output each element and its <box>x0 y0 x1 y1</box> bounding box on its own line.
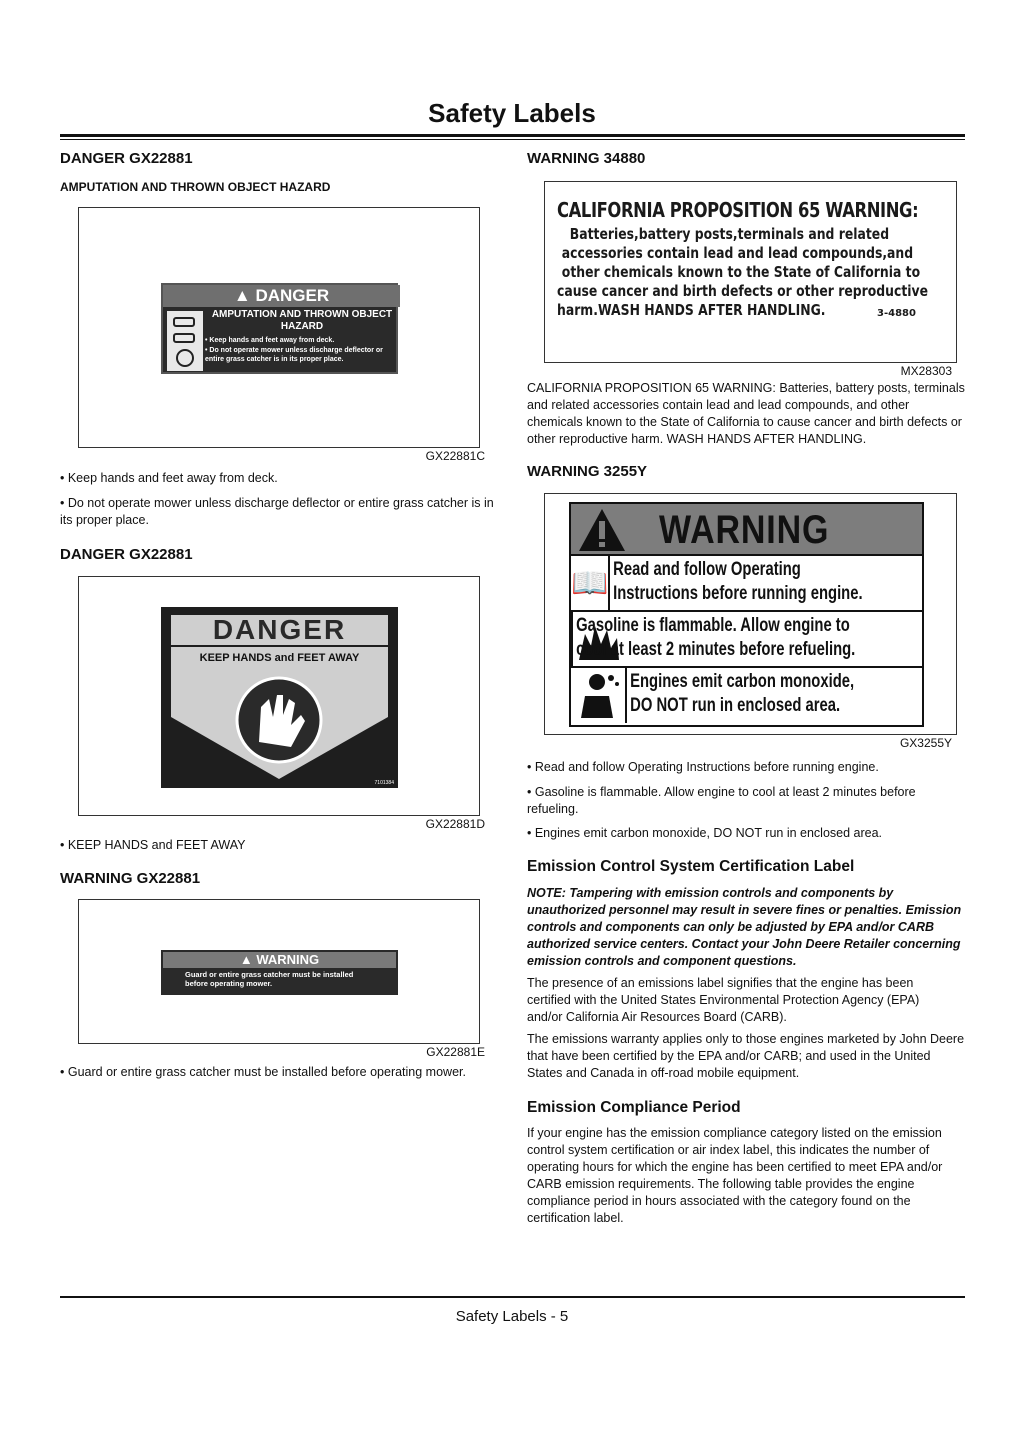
danger-label-keep-hands <box>161 607 398 788</box>
footer-page-label: Safety Labels - 5 <box>455 1308 569 1325</box>
warning-triangle-icon: ▲ <box>233 286 251 305</box>
bullet-item: • Gasoline is flammable. Allow engine to cool at least 2 minutes before refueling. <box>527 785 916 816</box>
figure-box <box>544 181 957 363</box>
page-title: Safety Labels <box>428 98 596 128</box>
bullet-item: • Read and follow Operating Instructions before running engine. <box>527 760 879 774</box>
right-column <box>527 150 965 1227</box>
section-heading: Emission Control System Certification Label <box>527 858 855 875</box>
danger-label-amputation <box>161 283 398 374</box>
bullet-item: • Engines emit carbon monoxide, DO NOT run in enclosed area. <box>527 826 883 840</box>
warning-triangle-icon: ▲ <box>239 952 253 967</box>
label-line: cause cancer and birth defects or other reproductive <box>557 282 928 300</box>
label-row-text: Read and follow Operating <box>613 559 802 580</box>
hand-in-blade-icon <box>173 317 195 327</box>
label-line: harm.WASH HANDS AFTER HANDLING. <box>557 301 826 319</box>
label-code: 3-4880 <box>877 308 916 319</box>
label-title: CALIFORNIA PROPOSITION 65 WARNING: <box>557 198 919 222</box>
figure-box <box>544 493 957 735</box>
section-heading: WARNING 34880 <box>527 150 646 167</box>
body-paragraph: CALIFORNIA PROPOSITION 65 WARNING: Batteries, battery posts, terminals and related accessories contain lead and lead compounds, and other chemicals known to the State of California to cause cancer and birth defects or other reproductive harm. WASH HANDS AFTER HANDLING. <box>527 381 965 446</box>
note-paragraph: NOTE: Tampering with emission controls and components by unauthorized personnel may result in severe fines or penalties. Emission controls and components can only be adjusted by EPA and/or CARB authorized service centers. Contact your John Deere Retailer concerning emission controls and component questions. <box>527 886 962 968</box>
figure-id: GX22881D <box>425 817 485 831</box>
left-column <box>60 150 500 1081</box>
body-paragraph: The presence of an emissions label signifies that the engine has been certified with the United States Environmental Protection Agency (EPA) and/or California Air Resources Board (CARB). <box>527 976 920 1024</box>
section-heading: DANGER GX22881 <box>60 546 193 563</box>
thrown-object-icon <box>176 349 194 367</box>
figure-id: GX22881E <box>426 1045 485 1059</box>
body-paragraph: If your engine has the emission compliance category listed on the emission control system certification or air index label, this indicates the number of operating hours for which the engine has been certified to meet EPA and/or CARB emission requirements. The following table provides the engine compliance period in hours associated with the category found on the certification label. <box>527 1126 943 1225</box>
label-row-text: Gasoline is flammable. Allow engine to <box>576 615 850 636</box>
bullet-item: • KEEP HANDS and FEET AWAY <box>60 838 246 852</box>
figure-id: GX3255Y <box>899 736 952 750</box>
book-icon: 📖 <box>571 556 610 610</box>
figure-id: MX28303 <box>900 364 952 378</box>
bullet-item: • Keep hands and feet away from deck. <box>60 471 278 485</box>
label-line1: • Keep hands and feet away from deck. <box>205 337 335 344</box>
warning-label-3255y <box>569 502 924 727</box>
footer-rule <box>60 1296 965 1298</box>
label-hazard: AMPUTATION AND THROWN OBJECT HAZARD <box>211 309 393 332</box>
label-title: WARNING <box>256 952 320 967</box>
bullet-item: • Guard or entire grass catcher must be installed before operating mower. <box>60 1065 466 1079</box>
label-title: DANGER <box>212 614 347 645</box>
figure-id: GX22881C <box>425 449 485 463</box>
figure-box <box>78 576 480 816</box>
label-text: KEEP HANDS and FEET AWAY <box>199 652 360 664</box>
body-paragraph: The emissions warranty applies only to those engines marketed by John Deere that have been certified by the EPA and/or CARB; and used in the United States and Canada in off-road mobile equipment. <box>527 1032 965 1080</box>
label-row-text: Engines emit carbon monoxide, <box>630 671 855 692</box>
section-heading: Emission Compliance Period <box>527 1099 741 1116</box>
label-line2: • Do not operate mower unless discharge deflector or entire grass catcher is in its proper place. <box>205 347 383 363</box>
label-row-text: DO NOT run in enclosed area. <box>630 695 841 716</box>
title-rule-thick <box>60 134 965 137</box>
foot-in-blade-icon <box>173 333 195 343</box>
bullet-item: • Do not operate mower unless discharge deflector or entire grass catcher is in its proper place. <box>60 496 494 527</box>
title-rule-thin <box>60 139 965 140</box>
label-row-text: Instructions before running engine. <box>613 583 863 604</box>
carbon-monoxide-icon <box>571 668 627 723</box>
pictogram-panel <box>167 311 203 371</box>
section-heading: DANGER GX22881 <box>60 150 193 167</box>
label-row-text: cool at least 2 minutes before refueling. <box>576 639 856 660</box>
label-code: 7101384 <box>374 780 394 786</box>
prop65-label <box>557 198 947 348</box>
label-line: accessories contain lead and lead compounds,and <box>561 244 914 262</box>
section-heading: WARNING GX22881 <box>60 870 201 887</box>
label-line: Batteries,battery posts,terminals and related <box>569 225 890 243</box>
figure-box <box>78 207 480 448</box>
warning-triangle-icon <box>577 507 627 553</box>
warning-label-guard <box>161 950 398 995</box>
shield-panel <box>161 607 398 788</box>
figure-box <box>78 899 480 1044</box>
section-heading: WARNING 3255Y <box>527 463 648 480</box>
label-line: other chemicals known to the State of California to <box>561 263 921 281</box>
label-title: WARNING <box>659 508 830 552</box>
section-subheading: AMPUTATION AND THROWN OBJECT HAZARD <box>60 180 331 194</box>
label-text: Guard or entire grass catcher must be installed before operating mower. <box>185 970 354 988</box>
label-title: DANGER <box>255 286 330 305</box>
